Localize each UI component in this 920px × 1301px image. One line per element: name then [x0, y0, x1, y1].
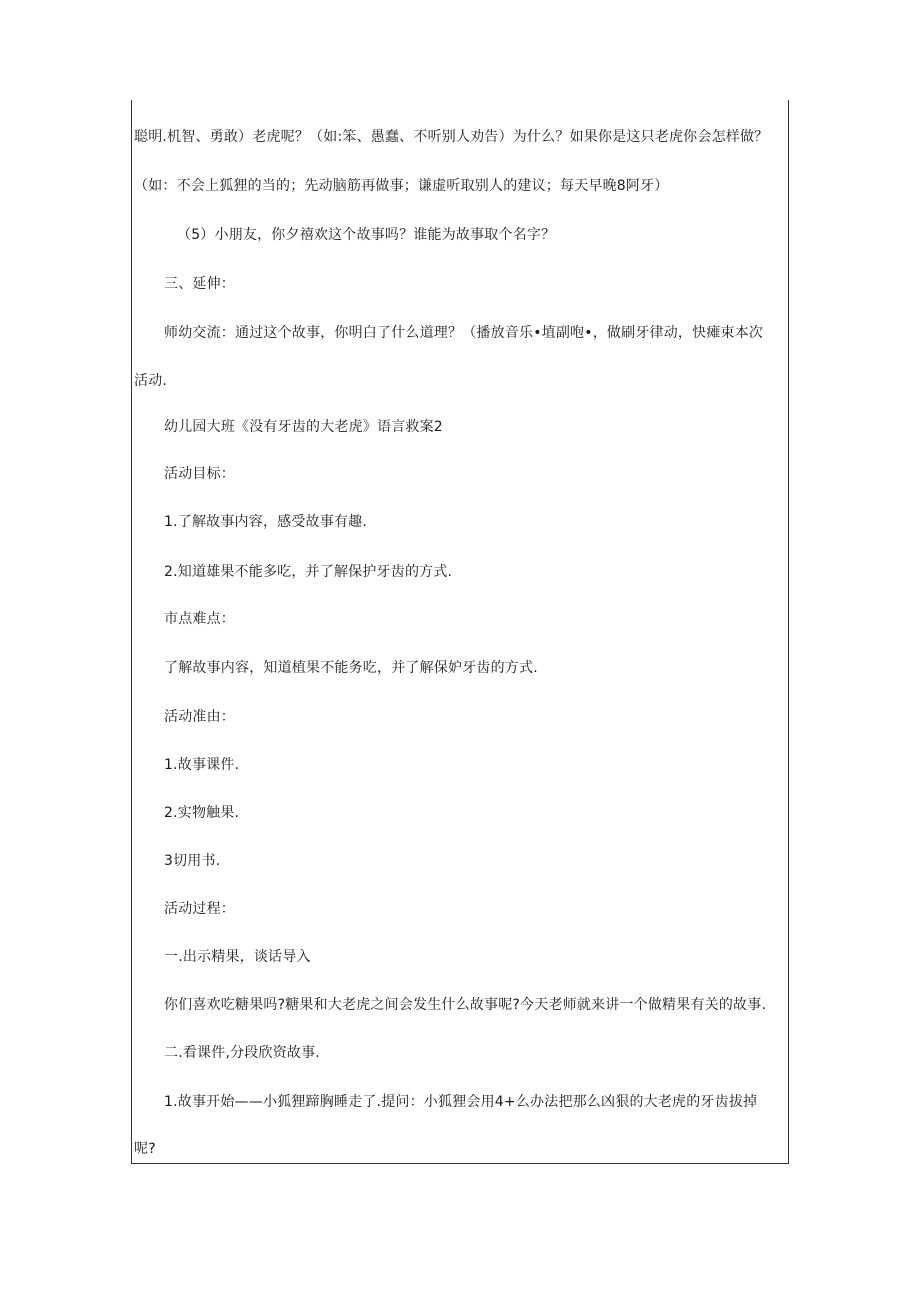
text-line-2: （如：不会上狐狸的当的；先动脑筋再做事；谦虚听取别人的建议；每天早晚8阿牙）	[134, 178, 669, 194]
document-title: 幼儿园大班《没有牙齿的大老虎》语言救案2	[164, 419, 443, 435]
process-step-2-heading: 二.看课件,分段欣资故事.	[164, 1045, 320, 1061]
heading-process: 活动过程：	[164, 901, 235, 917]
prep-item-1: 1.故事课件.	[164, 757, 240, 773]
process-step-2-text: 1.故事开始——小狐狸蹄胸睡走了.提问：小狐狸会用4+么办法把那么凶狠的大老虎的牙齿拔掉	[164, 1094, 758, 1110]
key-points-text: 了解故事内容，知道植果不能务吃，并了解保妒牙齿的方式.	[164, 660, 538, 676]
prep-item-3: 3切用书.	[164, 853, 221, 869]
process-step-1-text: 你们喜欢吃糖果吗?糖果和大老虎之间会发生什么故事呢?今天老师就来讲一个做精果有关的故事.	[164, 997, 767, 1013]
text-line-1: 聪明.机智、勇敢）老虎呢？（如:笨、愚蠢、不听别人劝告）为什么？如果你是这只老虎你会怎样做？	[134, 129, 769, 145]
text-line-6: 活动.	[134, 373, 168, 389]
prep-item-2: 2.实物触果.	[164, 805, 240, 821]
heading-activity-goals: 活动目标：	[164, 466, 235, 482]
process-step-2-text-cont: 呢?	[134, 1141, 156, 1157]
heading-key-points: 市点难点：	[164, 611, 235, 627]
section-heading-extend: 三、延伸：	[164, 276, 235, 292]
text-line-3: （5）小朋友，你夕禧欢这个故事吗？谁能为故事取个名字？	[177, 227, 556, 243]
goal-item-1: 1.了解故事内容，感受故事有趣.	[164, 514, 368, 530]
text-line-5: 师幼交流：通过这个故事，你明白了什么道理？（播放音乐•埴副咆•，做刷牙律动，快瘫束本次	[164, 325, 764, 341]
heading-preparation: 活动准由：	[164, 709, 235, 725]
goal-item-2: 2.知道雄果不能多吃，并了解保护牙齿的方式.	[164, 564, 453, 580]
process-step-1-heading: 一.出示精果，谈话导入	[164, 949, 311, 965]
